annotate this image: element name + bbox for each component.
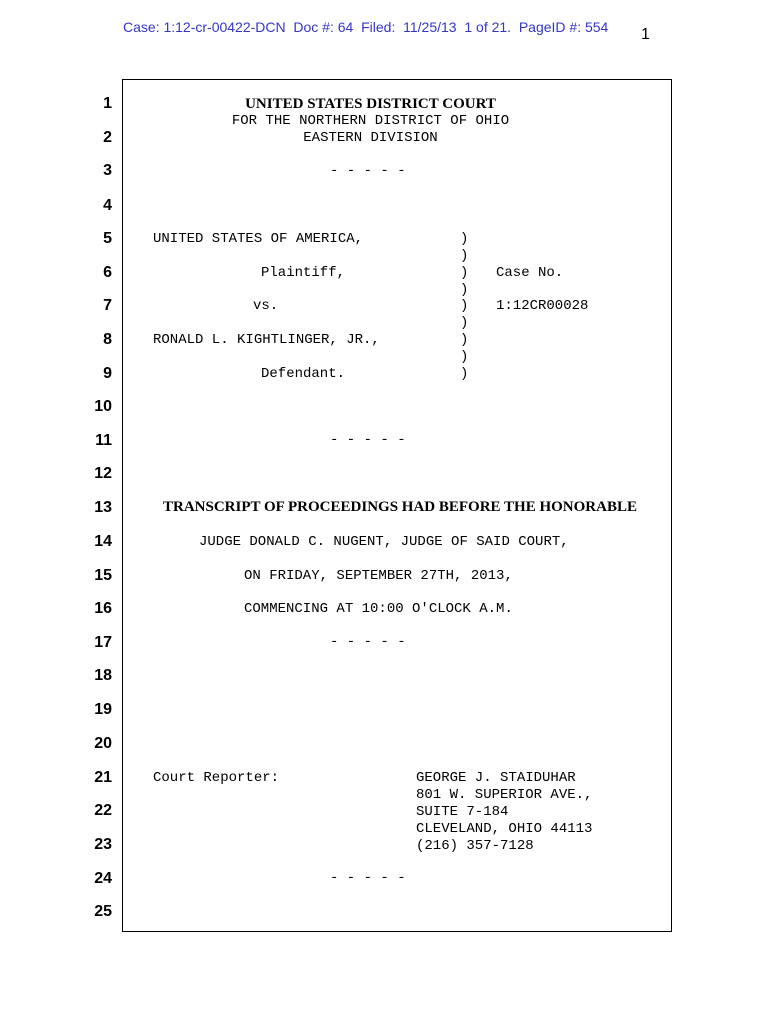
line-number: 4: [103, 197, 112, 214]
caption-paren: ): [460, 366, 469, 382]
caption-paren: ): [460, 265, 469, 281]
line-number: 12: [94, 465, 112, 482]
defendant-role: Defendant.: [261, 366, 346, 382]
transcript-title: TRANSCRIPT OF PROCEEDINGS HAD BEFORE THE HONORABLE: [163, 499, 637, 515]
line-number: 17: [94, 634, 112, 651]
line-number: 15: [94, 567, 112, 584]
line-number: 23: [94, 836, 112, 853]
case-header-stamp: Case: 1:12-cr-00422-DCN Doc #: 64 Filed: 11/25/13 1 of 21. PageID #: 554: [123, 19, 609, 35]
plaintiff-role: Plaintiff,: [261, 265, 346, 281]
caption-paren: ): [460, 349, 469, 365]
reporter-address: 801 W. SUPERIOR AVE.,: [416, 787, 593, 803]
plaintiff-name: UNITED STATES OF AMERICA,: [153, 231, 364, 247]
separator: - - - - -: [330, 163, 406, 179]
caption-paren: ): [460, 332, 469, 348]
line-number: 20: [94, 735, 112, 752]
defendant-name: RONALD L. KIGHTLINGER, JR.,: [153, 332, 380, 348]
reporter-suite: SUITE 7-184: [416, 804, 509, 820]
separator: - - - - -: [330, 870, 406, 886]
separator: - - - - -: [330, 432, 406, 448]
line-number: 3: [103, 162, 112, 179]
court-division: EASTERN DIVISION: [303, 130, 438, 146]
line-number: 16: [94, 600, 112, 617]
case-number: 1:12CR00028: [496, 298, 589, 314]
case-label: Case No.: [496, 265, 564, 281]
court-district: FOR THE NORTHERN DISTRICT OF OHIO: [231, 113, 510, 129]
line-number: 25: [94, 903, 112, 920]
line-number: 10: [94, 398, 112, 415]
line-number: 24: [94, 870, 112, 887]
line-number: 6: [103, 264, 112, 281]
line-number: 1: [103, 95, 112, 112]
line-number: 19: [94, 701, 112, 718]
reporter-phone: (216) 357-7128: [416, 838, 534, 854]
date-line: ON FRIDAY, SEPTEMBER 27TH, 2013,: [244, 568, 513, 584]
line-number: 5: [103, 230, 112, 247]
reporter-city: CLEVELAND, OHIO 44113: [416, 821, 593, 837]
caption-paren: ): [460, 315, 469, 331]
line-number: 14: [94, 533, 112, 550]
line-number: 2: [103, 129, 112, 146]
judge-line: JUDGE DONALD C. NUGENT, JUDGE OF SAID COURT,: [199, 534, 569, 550]
caption-paren: ): [460, 231, 469, 247]
line-number: 21: [94, 769, 112, 786]
line-number: 13: [94, 499, 112, 516]
caption-paren: ): [460, 248, 469, 264]
court-name: UNITED STATES DISTRICT COURT: [245, 96, 496, 112]
page-number: 1: [641, 26, 650, 43]
reporter-label: Court Reporter:: [153, 770, 280, 786]
caption-paren: ): [460, 298, 469, 314]
line-number: 8: [103, 331, 112, 348]
caption-paren: ): [460, 282, 469, 298]
separator: - - - - -: [330, 634, 406, 650]
time-line: COMMENCING AT 10:00 O'CLOCK A.M.: [244, 601, 513, 617]
line-number: 18: [94, 667, 112, 684]
versus: vs.: [253, 298, 279, 314]
line-number: 11: [95, 432, 112, 449]
line-number: 22: [94, 802, 112, 819]
line-number: 7: [103, 297, 112, 314]
reporter-name: GEORGE J. STAIDUHAR: [416, 770, 576, 786]
line-number: 9: [103, 365, 112, 382]
